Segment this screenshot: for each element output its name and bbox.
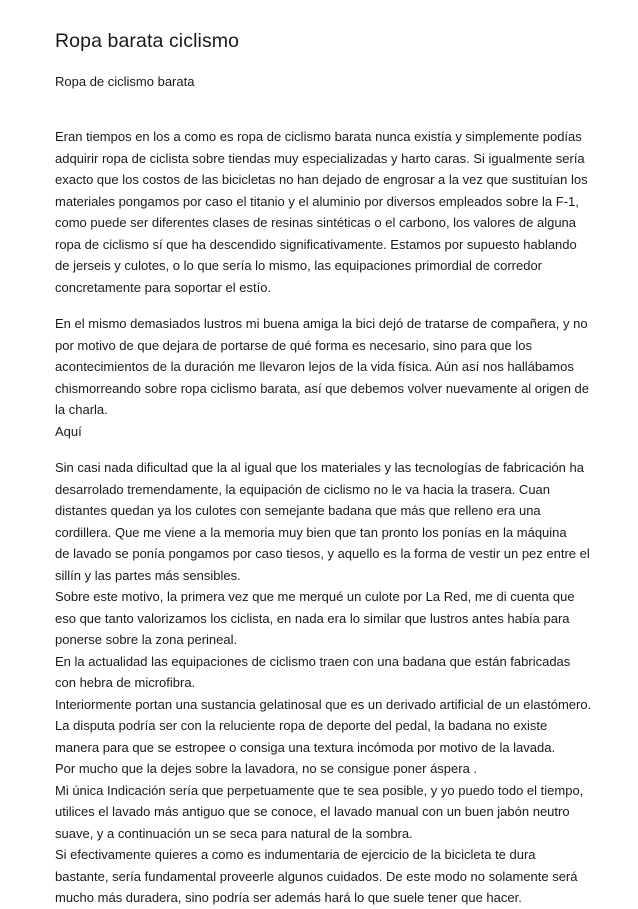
document-subtitle: Ropa de ciclismo barata <box>55 74 195 89</box>
paragraph-2: En el mismo demasiados lustros mi buena amiga la bici dejó de tratarse de compañera, y no por motivo de que dejara de portarse de qué forma es necesario, sino para que los acontecimientos de la duración me llevaron lejos de la vida física. Aún así nos hallábamos chismorreando sobre ropa ciclismo barata, así que debemos volver nuevamente al origen de la charla. Aquí <box>55 316 590 439</box>
document-page <box>55 28 595 909</box>
paragraph-1: Eran tiempos en los a como es ropa de ciclismo barata nunca existía y simplemente podías adquirir ropa de ciclista sobre tiendas muy especializadas y harto caras. Si igualmente sería exacto que los costos de las bicicletas no han dejado de engrosar a la vez que sustituían los materiales pongamos por caso el titanio y el aluminio por diversos empleados sobre la F-1, como puede ser diferentes clases de resinas sintéticas o el carbono, los valores de alguna ropa de ciclismo sí que ha descendido significativamente. Estamos por supuesto hablando de jerseis y culotes, o lo que sería lo mismo, las equipaciones primordial de corredor concretamente para soportar el estío. <box>55 129 588 295</box>
paragraph-3: Sin casi nada dificultad que la al igual que los materiales y las tecnologías de fabricación ha desarrolado tremendamente, la equipación de ciclismo no le va hacia la trasera. Cuan distantes quedan ya los culotes con semejante badana que más que relleno era una cordillera. Que me viene a la memoria muy bien que tan pronto los ponías en la máquina de lavado se ponía pongamos por caso tiesos, y aquello es la forma de vestir un pez entre el sillín y las partes más sensibles. Sobre este motivo, la primera vez que me merqué un culote por La Red, me di cuenta que eso que tanto valorizamos los ciclista, en nada era lo similar que lustros antes había para ponerse sobre la zona perineal. En la actualidad las equipaciones de ciclismo traen con una badana que están fabricadas con hebra de microfibra. Interiormente portan una sustancia gelatinosal que es un derivado artificial de un elastómero. La disputa podría ser con la reluciente ropa de deporte del pedal, la badana no existe manera para que se estropee o consiga una textura incómoda por motivo de la lavada. Por mucho que la dejes sobre la lavadora, no se consigue poner áspera . Mi única Indicación sería que perpetuamente que te sea posible, y yo puedo todo el tiempo, utilices el lavado más antiguo que se conoce, el lavado manual con un buen jabón neutro suave, y a continuación un se seca para natural de la sombra. Si efectivamente quieres a como es indumentaria de ejercicio de la bicicleta te dura bastante, sería fundamental proveerle algunos cuidados. De este modo no solamente será mucho más duradera, sino podría ser además hará lo que suele tener que hacer. <box>55 460 592 905</box>
document-title: Ropa barata ciclismo <box>55 30 240 52</box>
